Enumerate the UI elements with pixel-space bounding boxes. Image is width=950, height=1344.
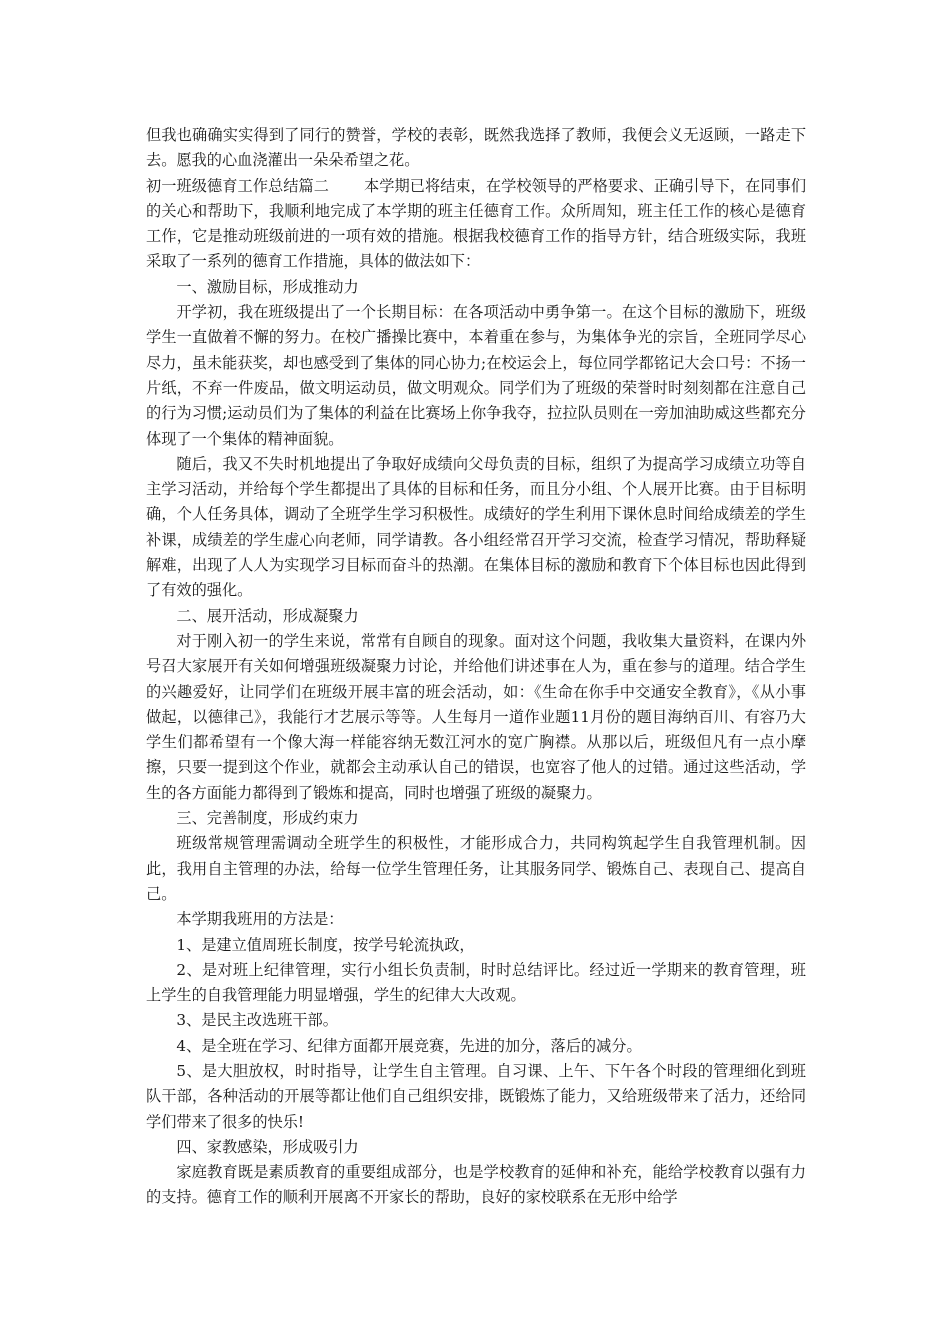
list-item: 4、是全班在学习、纪律方面都开展竞赛，先进的加分，落后的减分。 — [176, 1036, 642, 1055]
heading-1: 一、激励目标，形成推动力 — [176, 277, 359, 296]
list-item: 3、是民主改选班干部。 — [176, 1011, 338, 1030]
list-item: 2、是对班上纪律管理，实行小组长负责制，时时总结评比。经过近一学期来的教育管理，班上学生的自我管理能力明显增强，学生的纪律大大改观。 — [146, 960, 806, 1005]
opening-paragraph: 本学期已将结束，在学校领导的严格要求、正确引导下，在同事们的关心和帮助下，我顺利地完成了本学期的班主任德育工作。众所周知，班主任工作的核心是德育工作，它是推动班级前进的一项有效的措施。根据我校德育工作的指导方针，结合班级实际，我班采取了一系列的德育工作措施，具体的做法如下： — [146, 176, 807, 271]
paragraph-6: 家庭教育既是素质教育的重要组成部分，也是学校教育的延伸和补充，能给学校教育以强有力的支持。德育工作的顺利开展离不开家长的帮助，良好的家校联系在无形中给学 — [146, 1163, 806, 1207]
paragraph-3: 对于刚入初一的学生来说，常常有自顾自的现象。面对这个问题，我收集大量资料，在课内外号召大家展开有关如何增强班级凝聚力讨论，并给他们讲述事在人为，重在参与的道理。结合学生的兴趣爱好，让同学们在班级开展丰富的班会活动，如：《生命在你手中交通安全教育》，《从小事做起，以德律己》，我能行才艺展示等等。人生每月一道作业题11月份的题目海纳百川、有容乃大学生们都希望有一个像大海一样能容纳无数江河水的宽广胸襟。从那以后，班级但凡有一点小摩擦，只要一提到这个作业，就都会主动承认自己的错误，也宽容了他人的过错。通过这些活动，学生的各方面能力都得到了锻炼和提高，同时也增强了班级的凝聚力。 — [146, 631, 806, 802]
section-title: 初一班级德育工作总结篇二 — [146, 176, 329, 195]
heading-4: 四、家教感染，形成吸引力 — [176, 1137, 359, 1156]
intro-paragraph: 但我也确确实实得到了同行的赞誉，学校的表彰，既然我选择了教师，我便会义无返顾，一路走下去。愿我的心血浇灌出一朵朵希望之花。 — [146, 126, 806, 170]
list-item: 5、是大胆放权，时时指导，让学生自主管理。自习课、上午、下午各个时段的管理细化到班队干部，各种活动的开展等都让他们自己组织安排，既锻炼了能力，又给班级带来了活力，还给同学们带来了很多的快乐! — [146, 1061, 806, 1131]
paragraph-2: 随后，我又不失时机地提出了争取好成绩向父母负责的目标，组织了为提高学习成绩立功等自主学习活动，并给每个学生都提出了具体的目标和任务，而且分小组、个人展开比赛。由于目标明确，个人任务具体，调动了全班学生学习积极性。成绩好的学生利用下课休息时间给成绩差的学生补课，成绩差的学生虚心向老师，同学请教。各小组经常召开学习交流，检查学习情况，帮助释疑解难，出现了人人为实现学习目标而奋斗的热潮。在集体目标的激励和教育下个体目标也因此得到了有效的强化。 — [146, 454, 806, 600]
heading-3: 三、完善制度，形成约束力 — [176, 809, 359, 828]
paragraph-5: 本学期我班用的方法是： — [176, 910, 344, 929]
heading-2: 二、展开活动，形成凝聚力 — [176, 606, 359, 625]
list-item: 1、是建立值周班长制度，按学号轮流执政， — [176, 935, 475, 954]
paragraph-4: 班级常规管理需调动全班学生的积极性，才能形成合力，共同构筑起学生自我管理机制。因此，我用自主管理的办法，给每一位学生管理任务，让其服务同学、锻炼自己、表现自己、提高自己。 — [146, 834, 806, 903]
document-page — [146, 123, 806, 1211]
paragraph-1: 开学初，我在班级提出了一个长期目标：在各项活动中勇争第一。在这个目标的激励下，班级学生一直做着不懈的努力。在校广播操比赛中，本着重在参与，为集体争光的宗旨，全班同学尽心尽力，虽未能获奖，却也感受到了集体的同心协力;在校运会上，每位同学都铭记大会口号：不扬一片纸，不弃一件废品，做文明运动员，做文明观众。同学们为了班级的荣誉时时刻刻都在注意自己的行为习惯;运动员们为了集体的利益在比赛场上你争我夺，拉拉队员则在一旁加油助威这些都充分体现了一个集体的精神面貌。 — [146, 303, 806, 448]
section-opening — [146, 174, 806, 275]
